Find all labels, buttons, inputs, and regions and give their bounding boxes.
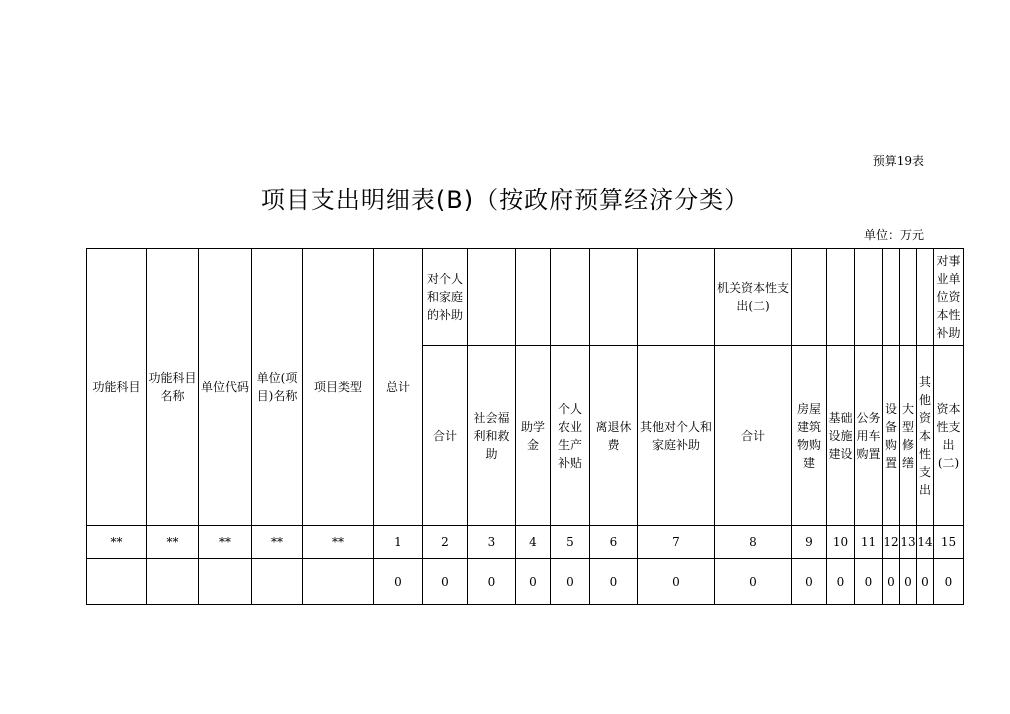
col-unit-name: 单位(项目)名称: [252, 249, 303, 526]
col-other-personal: 其他对个人和家庭补助: [638, 346, 715, 526]
col-func-subject: 功能科目: [87, 249, 147, 526]
index-cell: 5: [551, 526, 590, 559]
col-capital-2: 资本性支出(二): [934, 346, 964, 526]
value-cell: 0: [516, 559, 551, 605]
col-farm-subsidy: 个人农业生产补贴: [551, 346, 590, 526]
group-personal-subsidy: 对个人和家庭的补助: [423, 249, 468, 346]
form-number: 预算19表: [872, 154, 924, 168]
group-blank-2: [516, 249, 551, 346]
value-cell: 0: [590, 559, 638, 605]
index-cell: 3: [468, 526, 516, 559]
value-cell: 0: [468, 559, 516, 605]
value-cell: [303, 559, 374, 605]
value-cell: [199, 559, 252, 605]
index-cell: **: [87, 526, 147, 559]
group-blank-8: [855, 249, 883, 346]
group-capital-expense: 机关资本性支出(二): [715, 249, 792, 346]
index-cell: 9: [792, 526, 827, 559]
col-subtotal-personal: 合计: [423, 346, 468, 526]
group-blank-7: [827, 249, 855, 346]
index-cell: 14: [917, 526, 934, 559]
group-blank-6: [792, 249, 827, 346]
value-cell: 0: [827, 559, 855, 605]
value-cell: 0: [423, 559, 468, 605]
col-building: 房屋建筑物购建: [792, 346, 827, 526]
index-cell: 7: [638, 526, 715, 559]
group-blank-11: [917, 249, 934, 346]
index-cell: 11: [855, 526, 883, 559]
value-cell: [87, 559, 147, 605]
col-unit-code: 单位代码: [199, 249, 252, 526]
value-row: [87, 559, 964, 605]
index-cell: 10: [827, 526, 855, 559]
index-row: [87, 526, 964, 559]
col-infrastructure: 基础设施建设: [827, 346, 855, 526]
header-row-groups: [87, 249, 964, 346]
index-cell: 12: [883, 526, 900, 559]
group-blank-4: [590, 249, 638, 346]
group-blank-1: [468, 249, 516, 346]
index-cell: 13: [900, 526, 917, 559]
budget-table: [86, 248, 964, 605]
col-repair: 大型修缮: [900, 346, 917, 526]
col-social-welfare: 社会福利和救助: [468, 346, 516, 526]
value-cell: [147, 559, 199, 605]
index-cell: 2: [423, 526, 468, 559]
col-other-capital: 其他资本性支出: [917, 346, 934, 526]
group-blank-9: [883, 249, 900, 346]
value-cell: 0: [715, 559, 792, 605]
index-cell: 4: [516, 526, 551, 559]
value-cell: 0: [551, 559, 590, 605]
index-cell: 6: [590, 526, 638, 559]
col-project-type: 项目类型: [303, 249, 374, 526]
group-blank-10: [900, 249, 917, 346]
group-blank-3: [551, 249, 590, 346]
index-cell: 15: [934, 526, 964, 559]
col-vehicle: 公务用车购置: [855, 346, 883, 526]
group-public-unit-subsidy: 对事业单位资本性补助: [934, 249, 964, 346]
col-retirement: 离退休费: [590, 346, 638, 526]
value-cell: [252, 559, 303, 605]
index-cell: 8: [715, 526, 792, 559]
page-title: 项目支出明细表(B)（按政府预算经济分类）: [260, 186, 750, 214]
value-cell: 0: [374, 559, 423, 605]
value-cell: 0: [900, 559, 917, 605]
index-cell: **: [147, 526, 199, 559]
value-cell: 0: [855, 559, 883, 605]
group-blank-5: [638, 249, 715, 346]
col-subtotal-capital: 合计: [715, 346, 792, 526]
index-cell: **: [303, 526, 374, 559]
index-cell: **: [252, 526, 303, 559]
index-cell: 1: [374, 526, 423, 559]
value-cell: 0: [934, 559, 964, 605]
col-func-subject-name: 功能科目名称: [147, 249, 199, 526]
value-cell: 0: [638, 559, 715, 605]
col-student-aid: 助学金: [516, 346, 551, 526]
value-cell: 0: [792, 559, 827, 605]
col-total: 总计: [374, 249, 423, 526]
value-cell: 0: [917, 559, 934, 605]
index-cell: **: [199, 526, 252, 559]
value-cell: 0: [883, 559, 900, 605]
unit-label: 单位：万元: [863, 228, 924, 242]
col-equipment: 设备购置: [883, 346, 900, 526]
